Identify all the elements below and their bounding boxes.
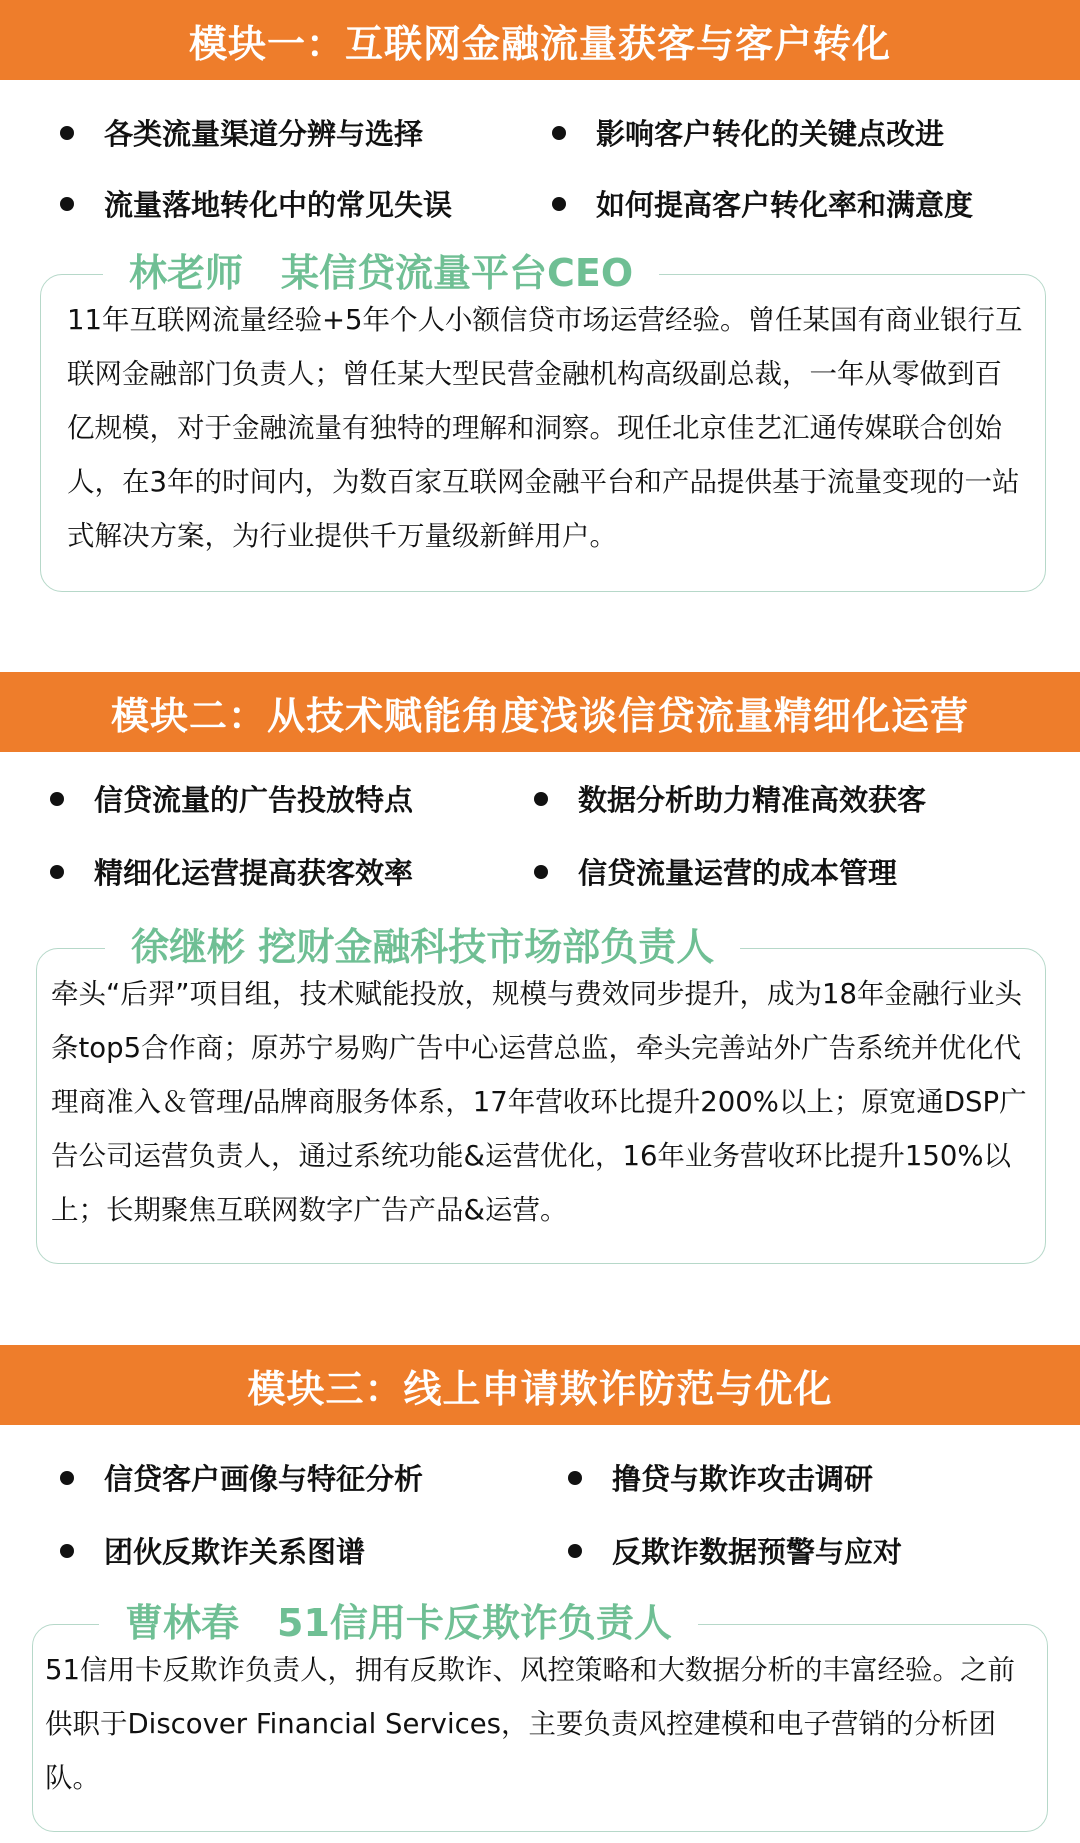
module-3-bullet-3: 团伙反欺诈关系图谱 [60,1530,365,1571]
module-2-banner: 模块二：从技术赋能角度浅谈信贷流量精细化运营 [0,672,1080,752]
bullet-dot-icon [568,1544,582,1558]
bullet-dot-icon [534,865,548,879]
module-1-speaker-title: 林老师 某信贷流量平台CEO [103,249,659,297]
module-3-speaker-bio: 51信用卡反欺诈负责人，拥有反欺诈、风控策略和大数据分析的丰富经验。之前供职于Discover Financial Services，主要负责风控建模和电子营销的分析团队。 [45,1654,1015,1794]
module-1-banner: 模块一：互联网金融流量获客与客户转化 [0,0,1080,80]
bullet-dot-icon [60,197,74,211]
module-3-bullet-1: 信贷客户画像与特征分析 [60,1457,423,1498]
module-3-bullet-2: 撸贷与欺诈攻击调研 [568,1457,873,1498]
bullet-dot-icon [60,1544,74,1558]
module-2-bullet-1: 信贷流量的广告投放特点 [50,778,413,819]
module-2-bullet-2: 数据分析助力精准高效获客 [534,778,926,819]
module-1-bullet-4: 如何提高客户转化率和满意度 [552,183,973,224]
module-3-speaker-title: 曹林春 51信用卡反欺诈负责人 [99,1599,698,1647]
module-2-speaker-bio: 牵头“后羿”项目组，技术赋能投放，规模与费效同步提升，成为18年金融行业头条top5合作商；原苏宁易购广告中心运营总监，牵头完善站外广告系统并优化代理商准入＆管理/品牌商服务体系，17年营收环比提升200%以上；原宽通DSP广告公司运营负责人，通过系统功能&运营优化，16年业务营收环比提升150%以上；长期聚焦互联网数字广告产品&运营。 [51,978,1027,1226]
module-1-speaker-bio: 11年互联网流量经验+5年个人小额信贷市场运营经验。曾任某国有商业银行互联网金融部门负责人；曾任某大型民营金融机构高级副总裁，一年从零做到百亿规模，对于金融流量有独特的理解和洞察。现任北京佳艺汇通传媒联合创始人，在3年的时间内，为数百家互联网金融平台和产品提供基于流量变现的一站式解决方案，为行业提供千万量级新鲜用户。 [67,304,1023,552]
module-2-bullet-3: 精细化运营提高获客效率 [50,851,413,892]
bullet-dot-icon [60,1471,74,1485]
module-3-speaker-card [32,1601,1048,1832]
module-1-bullet-2: 影响客户转化的关键点改进 [552,112,944,153]
module-2-bullet-4: 信贷流量运营的成本管理 [534,851,897,892]
module-3-bullet-4: 反欺诈数据预警与应对 [568,1530,902,1571]
module-1-bullet-3: 流量落地转化中的常见失误 [60,183,452,224]
module-2-speaker-card [36,925,1046,1264]
module-1-speaker-card [40,251,1046,592]
bullet-dot-icon [60,126,74,140]
module-1-bullet-1: 各类流量渠道分辨与选择 [60,112,423,153]
bullet-dot-icon [50,792,64,806]
module-2-speaker-title: 徐继彬 挖财金融科技市场部负责人 [105,923,740,971]
bullet-dot-icon [568,1471,582,1485]
bullet-dot-icon [534,792,548,806]
module-3-banner: 模块三：线上申请欺诈防范与优化 [0,1345,1080,1425]
bullet-dot-icon [552,197,566,211]
bullet-dot-icon [50,865,64,879]
bullet-dot-icon [552,126,566,140]
